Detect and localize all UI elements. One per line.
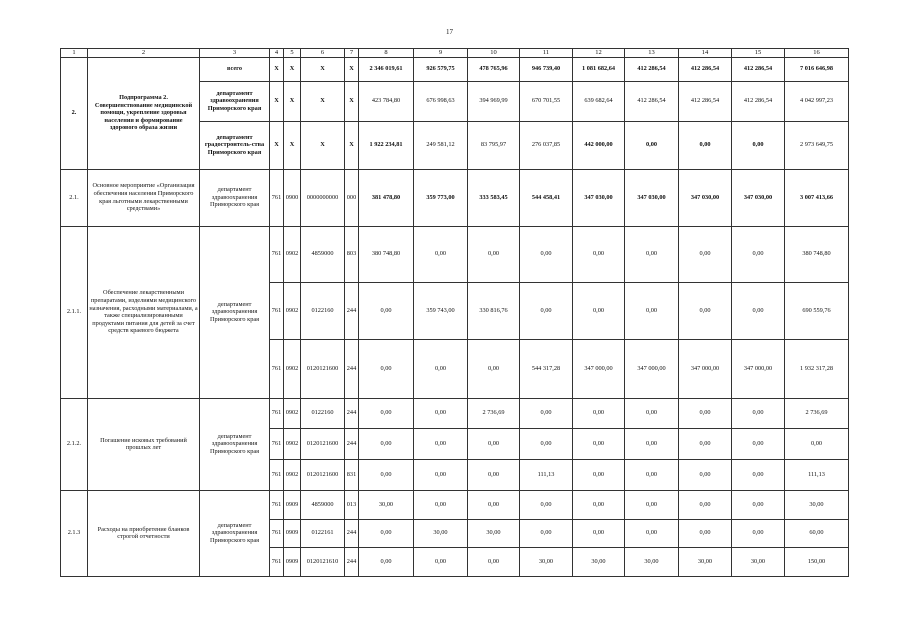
total-cell: 0,00	[785, 428, 849, 459]
value-cell: 2 346 019,61	[359, 57, 414, 81]
value-cell: 0,00	[732, 459, 785, 490]
value-cell: 1 922 234,81	[359, 121, 414, 169]
code-cell: 244	[345, 339, 359, 398]
value-cell: 0,00	[732, 226, 785, 282]
code-cell: 0909	[284, 490, 301, 519]
header-cell: 15	[732, 49, 785, 58]
value-cell: 30,00	[679, 547, 732, 576]
value-cell: 0,00	[414, 547, 468, 576]
responsible-cell: департамент здравоохранения Приморского края	[200, 398, 270, 490]
code-cell: 0902	[284, 459, 301, 490]
code-cell: 4859000	[301, 226, 345, 282]
value-cell: 0,00	[625, 398, 679, 428]
code-cell: 761	[270, 519, 284, 547]
header-cell: 11	[520, 49, 573, 58]
header-cell: 14	[679, 49, 732, 58]
code-cell: 0909	[284, 547, 301, 576]
value-cell: 1 081 682,64	[573, 57, 625, 81]
responsible-cell: департамент здравоохранения Приморского края	[200, 81, 270, 121]
subprogram-title: Подпрограмма 2. Совершенствование медицинской помощи, укрепление здоровья населения и формирование здорового образа жизни	[88, 57, 200, 169]
total-cell: 7 016 646,98	[785, 57, 849, 81]
responsible-cell: департамент градостроитель-ства Приморского края	[200, 121, 270, 169]
total-cell: 4 042 997,23	[785, 81, 849, 121]
code-cell: 0120121600	[301, 459, 345, 490]
code-cell: 0902	[284, 398, 301, 428]
value-cell: 412 286,54	[732, 81, 785, 121]
value-cell: 926 579,75	[414, 57, 468, 81]
value-cell: 0,00	[732, 490, 785, 519]
value-cell: 347 030,00	[625, 169, 679, 226]
value-cell: 0,00	[414, 490, 468, 519]
header-cell: 12	[573, 49, 625, 58]
code-cell: 761	[270, 490, 284, 519]
value-cell: 639 682,64	[573, 81, 625, 121]
code-cell: 803	[345, 226, 359, 282]
responsible-cell: департамент здравоохранения Приморского края	[200, 226, 270, 398]
value-cell: 359 743,00	[414, 282, 468, 339]
header-cell: 5	[284, 49, 301, 58]
value-cell: 544 317,28	[520, 339, 573, 398]
header-cell: 1	[61, 49, 88, 58]
value-cell: 0,00	[359, 398, 414, 428]
measure-title: Расходы на приобретение бланков строгой отчетности	[88, 490, 200, 576]
code-cell: 000	[345, 169, 359, 226]
value-cell: 412 286,54	[625, 81, 679, 121]
header-row	[61, 49, 849, 58]
value-cell: 0,00	[732, 282, 785, 339]
value-cell: 30,00	[573, 547, 625, 576]
code-cell: X	[284, 81, 301, 121]
measure-title: Погашение исковых требований прошлых лет	[88, 398, 200, 490]
code-cell: 244	[345, 519, 359, 547]
total-cell: 380 748,80	[785, 226, 849, 282]
code-cell: 244	[345, 282, 359, 339]
value-cell: 0,00	[468, 428, 520, 459]
code-cell: X	[270, 57, 284, 81]
value-cell: 0,00	[359, 428, 414, 459]
total-cell: 690 559,76	[785, 282, 849, 339]
row-number: 2.1.	[61, 169, 88, 226]
value-cell: 0,00	[679, 428, 732, 459]
value-cell: 0,00	[679, 398, 732, 428]
value-cell: 0,00	[359, 339, 414, 398]
responsible-cell: всего	[200, 57, 270, 81]
value-cell: 30,00	[468, 519, 520, 547]
code-cell: 761	[270, 398, 284, 428]
total-cell: 111,13	[785, 459, 849, 490]
value-cell: 30,00	[625, 547, 679, 576]
value-cell: 0,00	[625, 428, 679, 459]
value-cell: 0,00	[679, 226, 732, 282]
value-cell: 347 000,00	[679, 339, 732, 398]
value-cell: 0,00	[679, 459, 732, 490]
code-cell: X	[345, 121, 359, 169]
value-cell: 30,00	[359, 490, 414, 519]
value-cell: 0,00	[468, 547, 520, 576]
value-cell: 0,00	[359, 519, 414, 547]
value-cell: 333 583,45	[468, 169, 520, 226]
value-cell: 670 701,55	[520, 81, 573, 121]
code-cell: 761	[270, 226, 284, 282]
code-cell: 244	[345, 547, 359, 576]
value-cell: 347 000,00	[573, 339, 625, 398]
value-cell: 0,00	[414, 428, 468, 459]
code-cell: X	[301, 81, 345, 121]
code-cell: X	[301, 57, 345, 81]
value-cell: 0,00	[414, 459, 468, 490]
value-cell: 0,00	[625, 519, 679, 547]
page-number: 17	[446, 28, 453, 36]
value-cell: 0,00	[520, 282, 573, 339]
value-cell: 0,00	[520, 398, 573, 428]
code-cell: 4859000	[301, 490, 345, 519]
value-cell: 0,00	[573, 459, 625, 490]
code-cell: X	[270, 121, 284, 169]
responsible-cell: департамент здравоохранения Приморского края	[200, 169, 270, 226]
code-cell: 0000000000	[301, 169, 345, 226]
value-cell: 412 286,54	[732, 57, 785, 81]
row-number: 2.1.2.	[61, 398, 88, 490]
total-cell: 2 973 649,75	[785, 121, 849, 169]
value-cell: 0,00	[414, 226, 468, 282]
value-cell: 2 736,69	[468, 398, 520, 428]
value-cell: 0,00	[414, 339, 468, 398]
value-cell: 347 030,00	[679, 169, 732, 226]
code-cell: 761	[270, 459, 284, 490]
header-cell: 6	[301, 49, 345, 58]
value-cell: 0,00	[679, 282, 732, 339]
value-cell: 381 478,80	[359, 169, 414, 226]
value-cell: 347 030,00	[573, 169, 625, 226]
value-cell: 347 000,00	[625, 339, 679, 398]
code-cell: 0120121600	[301, 339, 345, 398]
value-cell: 330 816,76	[468, 282, 520, 339]
header-cell: 7	[345, 49, 359, 58]
header-cell: 9	[414, 49, 468, 58]
value-cell: 347 030,00	[732, 169, 785, 226]
code-cell: 0120121610	[301, 547, 345, 576]
code-cell: 0122161	[301, 519, 345, 547]
code-cell: 761	[270, 169, 284, 226]
code-cell: 244	[345, 398, 359, 428]
value-cell: 0,00	[679, 490, 732, 519]
value-cell: 0,00	[468, 459, 520, 490]
code-cell: 0120121600	[301, 428, 345, 459]
code-cell: 0902	[284, 428, 301, 459]
code-cell: X	[301, 121, 345, 169]
value-cell: 0,00	[625, 121, 679, 169]
code-cell: 0902	[284, 339, 301, 398]
code-cell: 761	[270, 428, 284, 459]
total-cell: 2 736,69	[785, 398, 849, 428]
code-cell: 013	[345, 490, 359, 519]
code-cell: 831	[345, 459, 359, 490]
row-number: 2.1.1.	[61, 226, 88, 398]
budget-table	[60, 48, 849, 577]
value-cell: 423 784,80	[359, 81, 414, 121]
value-cell: 30,00	[520, 547, 573, 576]
code-cell: 0902	[284, 282, 301, 339]
code-cell: X	[284, 57, 301, 81]
value-cell: 111,13	[520, 459, 573, 490]
value-cell: 0,00	[468, 339, 520, 398]
value-cell: 380 748,80	[359, 226, 414, 282]
value-cell: 0,00	[520, 428, 573, 459]
value-cell: 442 000,00	[573, 121, 625, 169]
header-cell: 8	[359, 49, 414, 58]
code-cell: 761	[270, 547, 284, 576]
value-cell: 412 286,54	[679, 81, 732, 121]
value-cell: 0,00	[732, 398, 785, 428]
value-cell: 0,00	[359, 547, 414, 576]
code-cell: X	[284, 121, 301, 169]
value-cell: 83 795,97	[468, 121, 520, 169]
value-cell: 0,00	[520, 490, 573, 519]
code-cell: 0122160	[301, 282, 345, 339]
total-cell: 3 007 413,66	[785, 169, 849, 226]
total-cell: 30,00	[785, 490, 849, 519]
value-cell: 347 000,00	[732, 339, 785, 398]
code-cell: 0122160	[301, 398, 345, 428]
code-cell: 761	[270, 339, 284, 398]
value-cell: 394 969,99	[468, 81, 520, 121]
value-cell: 249 581,12	[414, 121, 468, 169]
table-row	[61, 398, 849, 428]
header-cell: 3	[200, 49, 270, 58]
code-cell: 0902	[284, 226, 301, 282]
value-cell: 30,00	[732, 547, 785, 576]
header-cell: 16	[785, 49, 849, 58]
value-cell: 0,00	[359, 459, 414, 490]
code-cell: 0900	[284, 169, 301, 226]
code-cell: X	[345, 57, 359, 81]
header-cell: 2	[88, 49, 200, 58]
table-row	[61, 169, 849, 226]
value-cell: 0,00	[414, 398, 468, 428]
table-row	[61, 226, 849, 282]
value-cell: 0,00	[468, 226, 520, 282]
value-cell: 0,00	[732, 121, 785, 169]
value-cell: 0,00	[625, 459, 679, 490]
value-cell: 0,00	[573, 398, 625, 428]
header-cell: 10	[468, 49, 520, 58]
value-cell: 0,00	[625, 490, 679, 519]
table-row	[61, 57, 849, 81]
code-cell: 244	[345, 428, 359, 459]
code-cell: X	[270, 81, 284, 121]
total-cell: 150,00	[785, 547, 849, 576]
code-cell: 0909	[284, 519, 301, 547]
responsible-cell: департамент здравоохранения Приморского края	[200, 490, 270, 576]
value-cell: 412 286,54	[679, 57, 732, 81]
value-cell: 412 286,54	[625, 57, 679, 81]
value-cell: 0,00	[625, 226, 679, 282]
value-cell: 30,00	[414, 519, 468, 547]
value-cell: 276 037,85	[520, 121, 573, 169]
value-cell: 0,00	[679, 121, 732, 169]
value-cell: 0,00	[573, 226, 625, 282]
value-cell: 544 458,41	[520, 169, 573, 226]
value-cell: 0,00	[573, 490, 625, 519]
value-cell: 946 739,40	[520, 57, 573, 81]
value-cell: 478 765,96	[468, 57, 520, 81]
value-cell: 0,00	[732, 428, 785, 459]
table-row	[61, 490, 849, 519]
value-cell: 359 773,00	[414, 169, 468, 226]
value-cell: 0,00	[520, 519, 573, 547]
value-cell: 0,00	[625, 282, 679, 339]
value-cell: 0,00	[468, 490, 520, 519]
total-cell: 1 932 317,28	[785, 339, 849, 398]
value-cell: 0,00	[573, 282, 625, 339]
value-cell: 0,00	[520, 226, 573, 282]
value-cell: 0,00	[573, 428, 625, 459]
row-number: 2.1.3	[61, 490, 88, 576]
total-cell: 60,00	[785, 519, 849, 547]
header-cell: 13	[625, 49, 679, 58]
measure-title: Основное мероприятие «Организация обеспечения населения Приморского края льготными лекарственными средствами»	[88, 169, 200, 226]
value-cell: 0,00	[573, 519, 625, 547]
measure-title: Обеспечение лекарственными препаратами, изделиями медицинского назначения, расходными материалами, а также специализированными продуктами питания для детей за счет средств краевого бюджета	[88, 226, 200, 398]
header-cell: 4	[270, 49, 284, 58]
code-cell: 761	[270, 282, 284, 339]
value-cell: 0,00	[359, 282, 414, 339]
value-cell: 0,00	[679, 519, 732, 547]
row-number: 2.	[61, 57, 88, 169]
value-cell: 676 998,63	[414, 81, 468, 121]
value-cell: 0,00	[732, 519, 785, 547]
code-cell: X	[345, 81, 359, 121]
